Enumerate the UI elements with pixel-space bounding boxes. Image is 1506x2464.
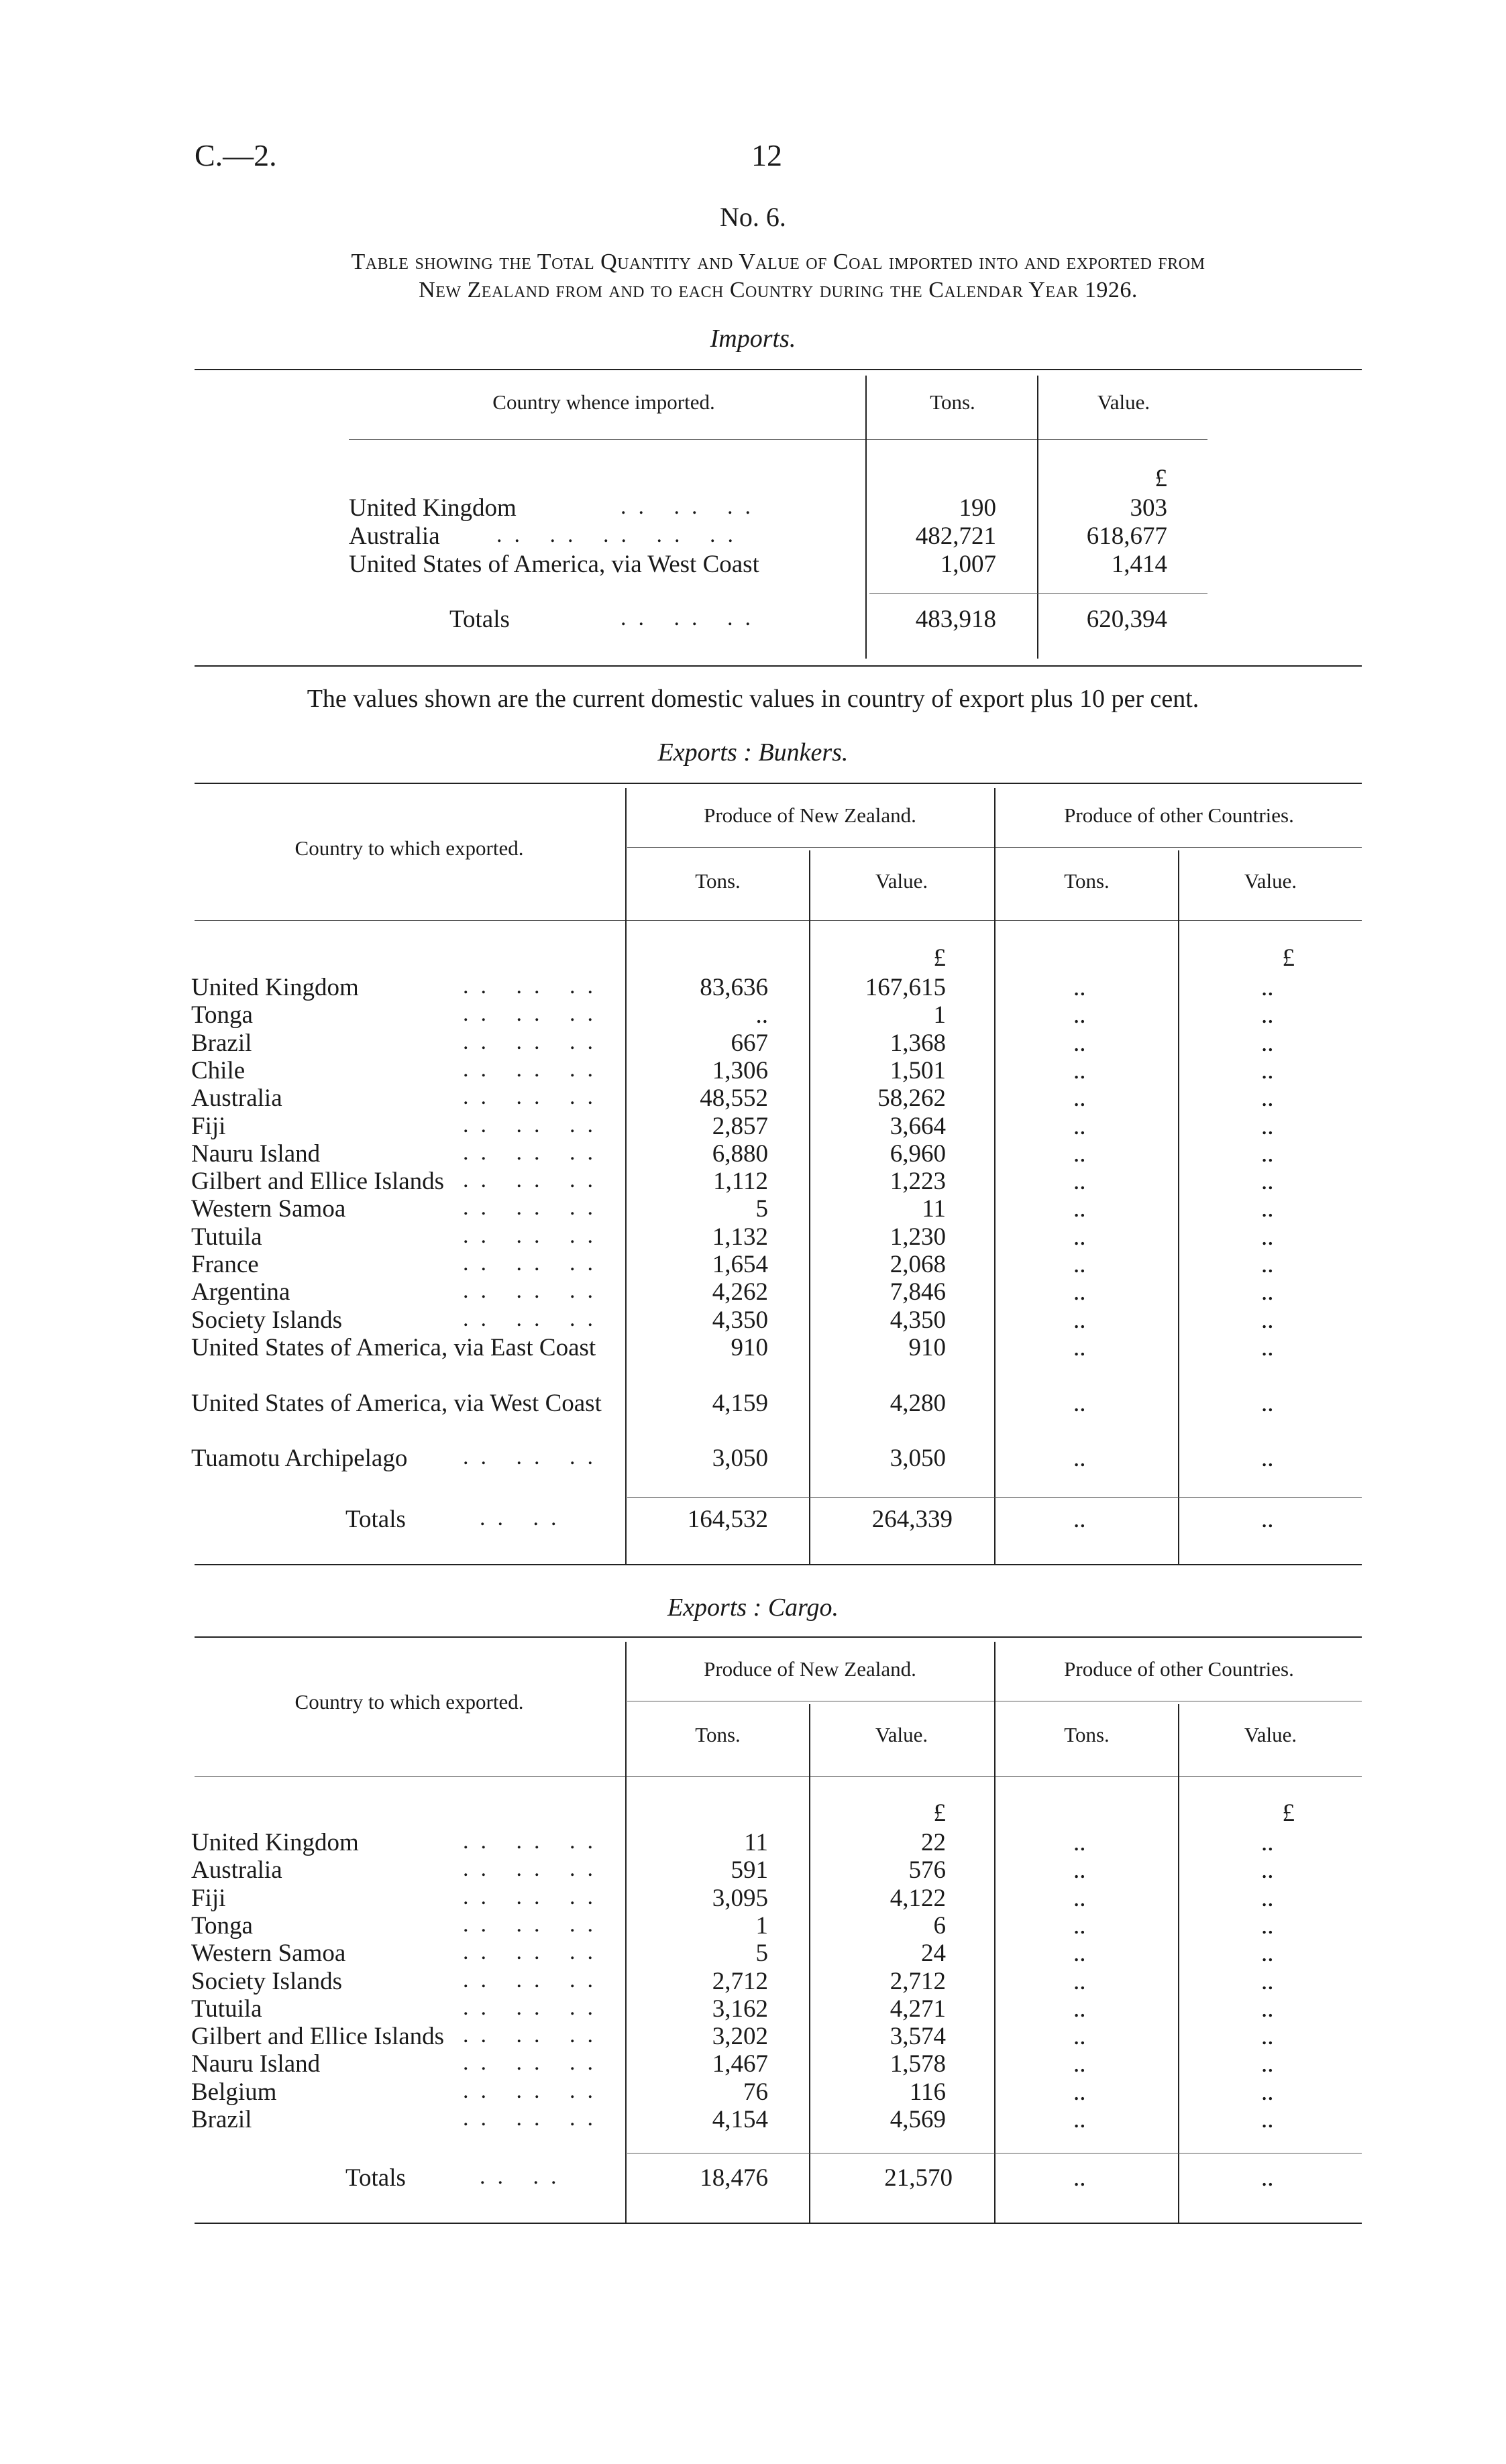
tons-value: 667 bbox=[731, 1029, 768, 1057]
cargo-col-country: Country to which exported. bbox=[294, 1690, 524, 1714]
other-tons-placeholder: .. bbox=[1073, 1856, 1086, 1885]
country-name: Argentina bbox=[191, 1278, 290, 1306]
value-amount: 1,501 bbox=[890, 1056, 946, 1084]
imports-col-tons: Tons. bbox=[930, 390, 975, 414]
total-value: 264,339 bbox=[871, 1506, 953, 1533]
cargo-col-nz-value: Value. bbox=[875, 1723, 928, 1746]
tons-value: 3,162 bbox=[712, 1995, 768, 2023]
other-tons-placeholder: .. bbox=[1073, 1251, 1086, 1278]
other-value-placeholder: .. bbox=[1261, 1139, 1274, 1168]
tons-value: 3,202 bbox=[712, 2023, 768, 2051]
other-value-placeholder: .. bbox=[1261, 1506, 1274, 1533]
leader-dots: .. .. .. bbox=[463, 1445, 605, 1470]
tons-value: .. bbox=[755, 1001, 768, 1029]
tons-value: 910 bbox=[731, 1333, 768, 1361]
leader-dots: .. .. .. bbox=[463, 1251, 605, 1276]
totals-label: Totals bbox=[345, 2164, 406, 2192]
other-value-placeholder: .. bbox=[1261, 1001, 1274, 1029]
country-name: Society Islands bbox=[191, 1306, 343, 1334]
other-tons-placeholder: .. bbox=[1073, 1029, 1086, 1057]
value-amount: 910 bbox=[908, 1333, 946, 1361]
other-value-placeholder: .. bbox=[1261, 2164, 1274, 2192]
table-title-line-1: Table showing the Total Quantity and Value of Coal imported into and exported from bbox=[351, 249, 1205, 274]
other-tons-placeholder: .. bbox=[1073, 1911, 1086, 1940]
value-amount: 3,574 bbox=[890, 2023, 946, 2051]
bunkers-divider-4 bbox=[1178, 850, 1179, 1564]
tons-value: 482,721 bbox=[915, 522, 996, 550]
tons-value: 1,467 bbox=[712, 2050, 768, 2078]
leader-dots: .. .. .. .. .. bbox=[496, 522, 745, 547]
total-tons: 483,918 bbox=[915, 606, 996, 633]
bunkers-divider-3 bbox=[994, 788, 996, 1564]
leader-dots: .. .. .. bbox=[463, 1084, 605, 1110]
bunkers-currency-nz: £ bbox=[933, 944, 946, 972]
leader-dots: .. .. .. bbox=[463, 1168, 605, 1193]
tons-value: 190 bbox=[959, 494, 996, 522]
leader-dots: .. .. .. bbox=[463, 1856, 605, 1882]
totals-label: Totals bbox=[345, 1506, 406, 1533]
other-value-placeholder: .. bbox=[1261, 1112, 1274, 1140]
leader-dots: .. .. .. bbox=[463, 1884, 605, 1909]
leader-dots: .. .. .. bbox=[463, 1223, 605, 1248]
other-value-placeholder: .. bbox=[1261, 1168, 1274, 1196]
value-amount: 3,664 bbox=[890, 1112, 946, 1140]
value-amount: 22 bbox=[921, 1829, 946, 1856]
imports-top-rule bbox=[195, 369, 1362, 370]
other-value-placeholder: .. bbox=[1261, 1333, 1274, 1361]
bunkers-col-nz-value: Value. bbox=[875, 869, 928, 893]
value-amount: 1,578 bbox=[890, 2050, 946, 2078]
tons-value: 83,636 bbox=[700, 974, 768, 1001]
other-tons-placeholder: .. bbox=[1073, 1506, 1086, 1533]
value-amount: 116 bbox=[909, 2078, 946, 2106]
cargo-header-rule bbox=[195, 1776, 1362, 1777]
leader-dots: .. .. .. bbox=[621, 606, 763, 630]
cargo-divider-3 bbox=[994, 1642, 996, 2223]
cargo-divider-4 bbox=[1178, 1704, 1179, 2223]
leader-dots: .. .. bbox=[480, 1506, 569, 1530]
country-name: United States of America, via West Coast bbox=[191, 1389, 602, 1417]
country-name: Belgium bbox=[191, 2078, 277, 2106]
leader-dots: .. .. .. bbox=[463, 2106, 605, 2131]
leader-dots: .. .. .. bbox=[463, 2078, 605, 2103]
other-tons-placeholder: .. bbox=[1073, 1940, 1086, 1968]
cargo-bottom-rule bbox=[195, 2223, 1362, 2224]
country-name: Brazil bbox=[191, 2106, 252, 2133]
leader-dots: .. .. .. bbox=[463, 974, 605, 999]
bunkers-col-other-value: Value. bbox=[1244, 869, 1297, 893]
country-name: Tonga bbox=[191, 1911, 253, 1940]
other-tons-placeholder: .. bbox=[1073, 1084, 1086, 1113]
other-tons-placeholder: .. bbox=[1073, 1995, 1086, 2023]
value-amount: 1,368 bbox=[890, 1029, 946, 1057]
other-tons-placeholder: .. bbox=[1073, 1195, 1086, 1223]
country-name: Gilbert and Ellice Islands bbox=[191, 1168, 445, 1196]
value-amount: 2,712 bbox=[890, 1967, 946, 1995]
bunkers-divider-2 bbox=[809, 850, 810, 1564]
tons-value: 4,159 bbox=[712, 1389, 768, 1417]
value-amount: 24 bbox=[921, 1940, 946, 1968]
other-tons-placeholder: .. bbox=[1073, 1056, 1086, 1084]
total-value: 21,570 bbox=[884, 2164, 953, 2192]
tons-value: 48,552 bbox=[700, 1084, 768, 1113]
other-value-placeholder: .. bbox=[1261, 2106, 1274, 2133]
other-value-placeholder: .. bbox=[1261, 1056, 1274, 1084]
other-value-placeholder: .. bbox=[1261, 1995, 1274, 2023]
cargo-divider-1 bbox=[625, 1642, 627, 2223]
tons-value: 5 bbox=[755, 1940, 768, 1968]
other-value-placeholder: .. bbox=[1261, 1967, 1274, 1995]
total-tons: 164,532 bbox=[687, 1506, 768, 1533]
table-title-line-2: New Zealand from and to each Country during the Calendar Year 1926. bbox=[419, 278, 1138, 302]
tons-value: 76 bbox=[743, 2078, 768, 2106]
imports-bottom-rule bbox=[195, 665, 1362, 667]
imports-divider-1 bbox=[865, 376, 867, 659]
bunkers-top-rule bbox=[195, 783, 1362, 784]
leader-dots: .. .. .. bbox=[463, 1306, 605, 1331]
cargo-col-other-tons: Tons. bbox=[1064, 1723, 1110, 1746]
country-name: United States of America, via East Coast bbox=[191, 1333, 596, 1361]
value-amount: 2,068 bbox=[890, 1251, 946, 1278]
other-value-placeholder: .. bbox=[1261, 1278, 1274, 1306]
value-amount: 4,350 bbox=[890, 1306, 946, 1334]
country-name: Fiji bbox=[191, 1112, 226, 1140]
leader-dots: .. .. .. bbox=[463, 1911, 605, 1937]
tons-value: 2,712 bbox=[712, 1967, 768, 1995]
leader-dots: .. .. .. bbox=[463, 1112, 605, 1137]
other-value-placeholder: .. bbox=[1261, 1306, 1274, 1334]
cargo-group-other: Produce of other Countries. bbox=[1064, 1657, 1294, 1681]
value-amount: 576 bbox=[908, 1856, 946, 1885]
other-tons-placeholder: .. bbox=[1073, 974, 1086, 1001]
leader-dots: .. .. .. bbox=[463, 1029, 605, 1054]
country-name: Fiji bbox=[191, 1884, 226, 1912]
value-amount: 4,280 bbox=[890, 1389, 946, 1417]
bunkers-divider-1 bbox=[625, 788, 627, 1564]
other-value-placeholder: .. bbox=[1261, 1829, 1274, 1856]
other-tons-placeholder: .. bbox=[1073, 1884, 1086, 1912]
bunkers-col-nz-tons: Tons. bbox=[695, 869, 741, 893]
total-tons: 18,476 bbox=[700, 2164, 768, 2192]
bunkers-group-other: Produce of other Countries. bbox=[1064, 803, 1294, 827]
imports-divider-2 bbox=[1037, 376, 1038, 659]
other-tons-placeholder: .. bbox=[1073, 1139, 1086, 1168]
bunkers-col-other-tons: Tons. bbox=[1064, 869, 1110, 893]
leader-dots: .. .. .. bbox=[463, 1995, 605, 2020]
leader-dots: .. .. bbox=[480, 2164, 569, 2189]
other-tons-placeholder: .. bbox=[1073, 1829, 1086, 1856]
country-name: France bbox=[191, 1251, 259, 1278]
value-amount: 7,846 bbox=[890, 1278, 946, 1306]
country-name: United Kingdom bbox=[191, 1829, 359, 1856]
value-amount: 4,569 bbox=[890, 2106, 946, 2133]
tons-value: 6,880 bbox=[712, 1139, 768, 1168]
imports-currency: £ bbox=[1154, 465, 1167, 492]
country-name: Brazil bbox=[191, 1029, 252, 1057]
value-amount: 6,960 bbox=[890, 1139, 946, 1168]
value-amount: 1,223 bbox=[890, 1168, 946, 1196]
country-name: Western Samoa bbox=[191, 1940, 346, 1968]
country-name: Australia bbox=[191, 1856, 282, 1885]
leader-dots: .. .. .. bbox=[463, 1195, 605, 1221]
valuation-note: The values shown are the current domestic values in country of export plus 10 per cent. bbox=[307, 685, 1199, 713]
other-value-placeholder: .. bbox=[1261, 1223, 1274, 1251]
bunkers-bottom-rule bbox=[195, 1564, 1362, 1565]
country-name: Nauru Island bbox=[191, 1139, 321, 1168]
tons-value: 2,857 bbox=[712, 1112, 768, 1140]
tons-value: 3,050 bbox=[712, 1445, 768, 1473]
tons-value: 3,095 bbox=[712, 1884, 768, 1912]
other-value-placeholder: .. bbox=[1261, 1884, 1274, 1912]
country-name: Western Samoa bbox=[191, 1195, 346, 1223]
other-value-placeholder: .. bbox=[1261, 1389, 1274, 1417]
other-tons-placeholder: .. bbox=[1073, 1306, 1086, 1334]
tons-value: 1,007 bbox=[940, 551, 996, 578]
imports-col-country: Country whence imported. bbox=[492, 390, 715, 414]
totals-label: Totals bbox=[449, 606, 510, 633]
bunkers-currency-other: £ bbox=[1282, 944, 1295, 972]
bunkers-group-nz: Produce of New Zealand. bbox=[704, 803, 916, 827]
country-name: Tutuila bbox=[191, 1995, 262, 2023]
other-tons-placeholder: .. bbox=[1073, 2078, 1086, 2106]
country-name: Australia bbox=[191, 1084, 282, 1113]
leader-dots: .. .. .. bbox=[463, 1056, 605, 1082]
value-amount: 4,271 bbox=[890, 1995, 946, 2023]
other-value-placeholder: .. bbox=[1261, 2078, 1274, 2106]
table-number: No. 6. bbox=[720, 202, 786, 232]
tons-value: 1,654 bbox=[712, 1251, 768, 1278]
other-tons-placeholder: .. bbox=[1073, 1445, 1086, 1473]
value-amount: 1,414 bbox=[1111, 551, 1167, 578]
value-amount: 303 bbox=[1130, 494, 1167, 522]
value-amount: 167,615 bbox=[865, 974, 946, 1001]
report-reference: C.—2. bbox=[195, 138, 277, 172]
other-tons-placeholder: .. bbox=[1073, 1001, 1086, 1029]
other-value-placeholder: .. bbox=[1261, 1911, 1274, 1940]
other-tons-placeholder: .. bbox=[1073, 1223, 1086, 1251]
country-name: United Kingdom bbox=[191, 974, 359, 1001]
leader-dots: .. .. .. bbox=[463, 2023, 605, 2048]
other-tons-placeholder: .. bbox=[1073, 1168, 1086, 1196]
bunkers-header-rule bbox=[195, 920, 1362, 921]
other-value-placeholder: .. bbox=[1261, 1029, 1274, 1057]
value-amount: 3,050 bbox=[890, 1445, 946, 1473]
leader-dots: .. .. .. bbox=[621, 494, 763, 519]
value-amount: 1 bbox=[933, 1001, 946, 1029]
total-value: 620,394 bbox=[1086, 606, 1167, 633]
other-tons-placeholder: .. bbox=[1073, 2050, 1086, 2078]
other-value-placeholder: .. bbox=[1261, 1251, 1274, 1278]
other-value-placeholder: .. bbox=[1261, 1195, 1274, 1223]
page-number: 12 bbox=[751, 138, 782, 172]
value-amount: 618,677 bbox=[1086, 522, 1167, 550]
bunkers-subtitle: Exports : Bunkers. bbox=[657, 738, 849, 767]
imports-header-rule bbox=[349, 439, 1207, 440]
tons-value: 1 bbox=[755, 1911, 768, 1940]
leader-dots: .. .. .. bbox=[463, 2050, 605, 2076]
tons-value: 4,262 bbox=[712, 1278, 768, 1306]
value-amount: 6 bbox=[933, 1911, 946, 1940]
tons-value: 5 bbox=[755, 1195, 768, 1223]
imports-col-value: Value. bbox=[1097, 390, 1150, 414]
other-value-placeholder: .. bbox=[1261, 974, 1274, 1001]
other-tons-placeholder: .. bbox=[1073, 2106, 1086, 2133]
tons-value: 11 bbox=[744, 1829, 768, 1856]
cargo-col-other-value: Value. bbox=[1244, 1723, 1297, 1746]
leader-dots: .. .. .. bbox=[463, 1829, 605, 1854]
other-value-placeholder: .. bbox=[1261, 1940, 1274, 1968]
other-value-placeholder: .. bbox=[1261, 1856, 1274, 1885]
country-name: United States of America, via West Coast bbox=[349, 551, 759, 578]
other-value-placeholder: .. bbox=[1261, 2050, 1274, 2078]
cargo-group-nz: Produce of New Zealand. bbox=[704, 1657, 916, 1681]
other-value-placeholder: .. bbox=[1261, 2023, 1274, 2051]
country-name: Australia bbox=[349, 522, 440, 550]
other-value-placeholder: .. bbox=[1261, 1084, 1274, 1113]
other-tons-placeholder: .. bbox=[1073, 1278, 1086, 1306]
cargo-col-nz-tons: Tons. bbox=[695, 1723, 741, 1746]
bunkers-col-country: Country to which exported. bbox=[294, 836, 524, 860]
value-amount: 4,122 bbox=[890, 1884, 946, 1912]
leader-dots: .. .. .. bbox=[463, 1278, 605, 1304]
tons-value: 4,154 bbox=[712, 2106, 768, 2133]
other-tons-placeholder: .. bbox=[1073, 2164, 1086, 2192]
leader-dots: .. .. .. bbox=[463, 1967, 605, 1993]
country-name: Nauru Island bbox=[191, 2050, 321, 2078]
cargo-currency-other: £ bbox=[1282, 1799, 1295, 1827]
tons-value: 1,132 bbox=[712, 1223, 768, 1251]
cargo-top-rule bbox=[195, 1636, 1362, 1638]
country-name: Tutuila bbox=[191, 1223, 262, 1251]
other-tons-placeholder: .. bbox=[1073, 1333, 1086, 1361]
country-name: United Kingdom bbox=[349, 494, 517, 522]
country-name: Society Islands bbox=[191, 1967, 343, 1995]
value-amount: 1,230 bbox=[890, 1223, 946, 1251]
other-tons-placeholder: .. bbox=[1073, 2023, 1086, 2051]
other-tons-placeholder: .. bbox=[1073, 1967, 1086, 1995]
country-name: Tonga bbox=[191, 1001, 253, 1029]
other-tons-placeholder: .. bbox=[1073, 1389, 1086, 1417]
cargo-subtitle: Exports : Cargo. bbox=[667, 1593, 839, 1622]
cargo-divider-2 bbox=[809, 1704, 810, 2223]
imports-subtitle: Imports. bbox=[710, 325, 796, 353]
cargo-currency-nz: £ bbox=[933, 1799, 946, 1827]
bunkers-sum-rule bbox=[627, 1497, 1362, 1498]
imports-sum-rule bbox=[869, 593, 1207, 594]
tons-value: 591 bbox=[731, 1856, 768, 1885]
value-amount: 11 bbox=[922, 1195, 946, 1223]
country-name: Gilbert and Ellice Islands bbox=[191, 2023, 445, 2051]
tons-value: 1,112 bbox=[713, 1168, 768, 1196]
leader-dots: .. .. .. bbox=[463, 1139, 605, 1165]
leader-dots: .. .. .. bbox=[463, 1001, 605, 1027]
tons-value: 1,306 bbox=[712, 1056, 768, 1084]
tons-value: 4,350 bbox=[712, 1306, 768, 1334]
other-value-placeholder: .. bbox=[1261, 1445, 1274, 1473]
country-name: Tuamotu Archipelago bbox=[191, 1445, 408, 1473]
other-tons-placeholder: .. bbox=[1073, 1112, 1086, 1140]
leader-dots: .. .. .. bbox=[463, 1940, 605, 1965]
country-name: Chile bbox=[191, 1056, 246, 1084]
value-amount: 58,262 bbox=[877, 1084, 946, 1113]
